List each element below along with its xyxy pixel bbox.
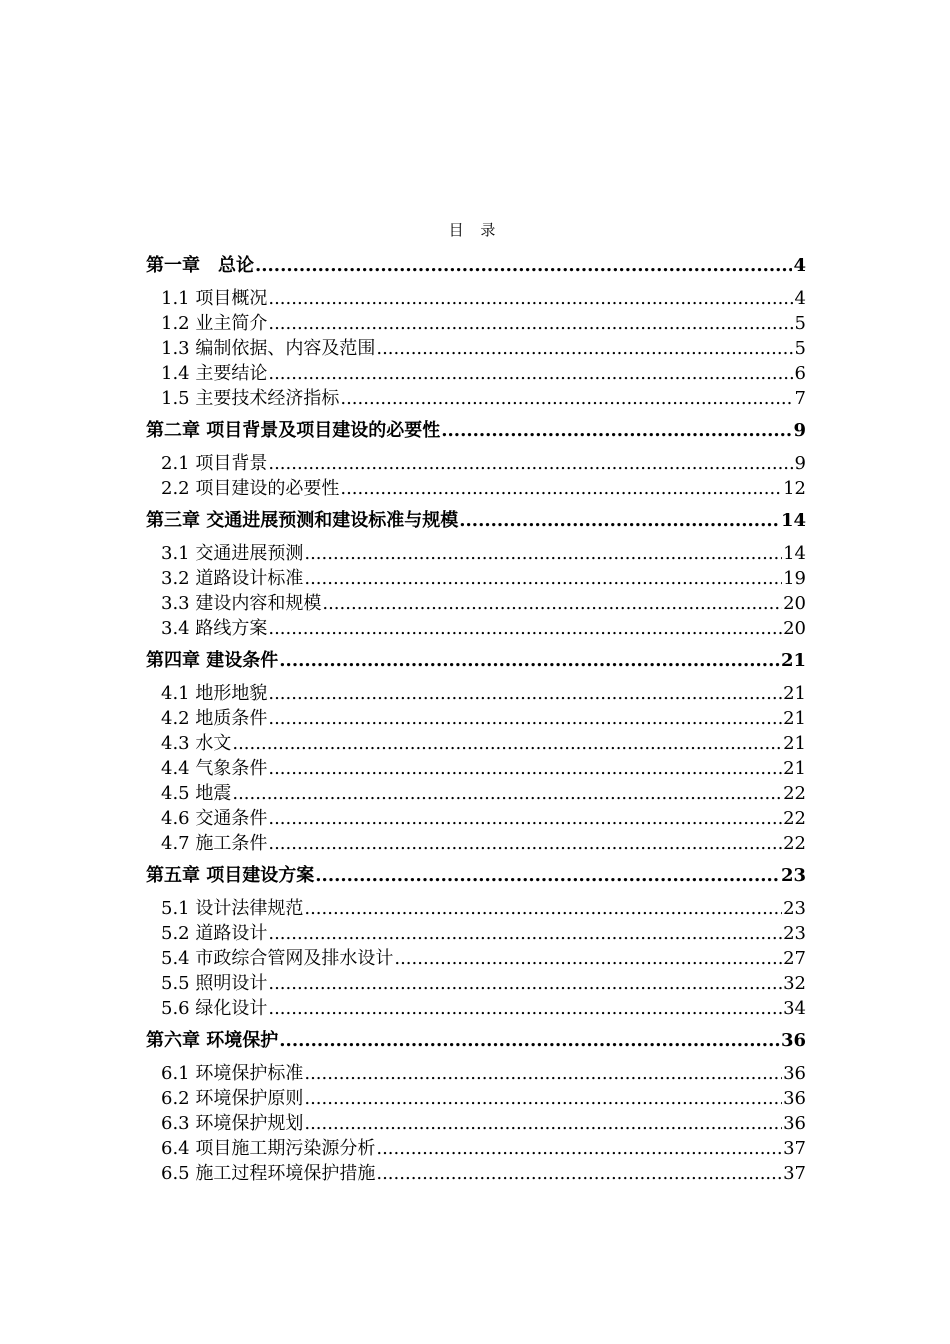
toc-entry-page: 37 (783, 1163, 806, 1184)
toc-section-entry[interactable] (146, 1136, 806, 1161)
toc-section-entry[interactable] (146, 946, 806, 971)
toc-entry-page: 4 (794, 288, 806, 309)
toc-leader-dots (268, 971, 782, 996)
toc-leader-dots (394, 946, 782, 971)
toc-leader-dots (304, 566, 782, 591)
toc-leader-dots (268, 921, 782, 946)
toc-section-entry[interactable] (146, 591, 806, 616)
toc-entry-page: 9 (794, 453, 806, 474)
toc-entry-label: 3.3 建设内容和规模 (161, 593, 322, 614)
toc-section-entry[interactable] (146, 566, 806, 591)
toc-entry-page: 5 (794, 338, 806, 359)
toc-entry-page: 27 (783, 948, 806, 969)
toc-entry-page: 9 (793, 420, 806, 441)
toc-leader-dots (268, 286, 793, 311)
toc-leader-dots (304, 896, 782, 921)
toc-leader-dots (304, 1061, 782, 1086)
toc-section-entry[interactable] (146, 1086, 806, 1111)
toc-leader-dots (268, 681, 782, 706)
toc-section-entry[interactable] (146, 1161, 806, 1186)
toc-section-entry[interactable] (146, 706, 806, 731)
toc-entry-page: 6 (794, 363, 806, 384)
toc-leader-dots (268, 361, 793, 386)
toc-leader-dots (340, 476, 782, 501)
toc-entry-label: 1.5 主要技术经济指标 (161, 388, 340, 409)
toc-entry-label: 第一章 总论 (146, 255, 254, 276)
toc-entry-label: 1.1 项目概况 (161, 288, 268, 309)
toc-section-entry[interactable] (146, 806, 806, 831)
toc-entry-page: 36 (783, 1063, 806, 1084)
toc-section-entry[interactable] (146, 336, 806, 361)
toc-section-entry[interactable] (146, 971, 806, 996)
toc-entry-label: 4.2 地质条件 (161, 708, 268, 729)
toc-entry-page: 21 (783, 708, 806, 729)
toc-entry-label: 4.7 施工条件 (161, 833, 268, 854)
toc-section-entry[interactable] (146, 1061, 806, 1086)
toc-leader-dots (340, 386, 793, 411)
toc-entry-label: 第二章 项目背景及项目建设的必要性 (146, 420, 441, 441)
toc-entry-page: 19 (783, 568, 806, 589)
toc-leader-dots (376, 336, 793, 361)
toc-entry-page: 23 (780, 865, 806, 886)
toc-section-entry[interactable] (146, 996, 806, 1021)
toc-entry-page: 36 (783, 1088, 806, 1109)
toc-leader-dots (268, 706, 782, 731)
toc-entry-page: 14 (783, 543, 806, 564)
toc-entry-page: 20 (783, 593, 806, 614)
toc-section-entry[interactable] (146, 681, 806, 706)
toc-entry-label: 6.5 施工过程环境保护措施 (161, 1163, 376, 1184)
toc-entry-label: 6.2 环境保护原则 (161, 1088, 304, 1109)
toc-entry-label: 1.3 编制依据、内容及范围 (161, 338, 376, 359)
toc-chapter-entry[interactable] (146, 417, 806, 445)
toc-section-entry[interactable] (146, 361, 806, 386)
toc-entry-page: 21 (783, 758, 806, 779)
table-of-contents (146, 252, 806, 1186)
toc-entry-page: 23 (783, 898, 806, 919)
toc-entry-label: 3.1 交通进展预测 (161, 543, 304, 564)
toc-entry-page: 4 (793, 255, 806, 276)
toc-entry-page: 5 (794, 313, 806, 334)
toc-entry-page: 14 (780, 510, 806, 531)
toc-entry-label: 2.2 项目建设的必要性 (161, 478, 340, 499)
toc-section-entry[interactable] (146, 781, 806, 806)
toc-title: 目 录 (448, 221, 502, 239)
toc-entry-label: 4.1 地形地貌 (161, 683, 268, 704)
toc-leader-dots (279, 1027, 780, 1055)
toc-section-entry[interactable] (146, 831, 806, 856)
toc-entry-label: 6.3 环境保护规划 (161, 1113, 304, 1134)
toc-chapter-entry[interactable] (146, 1027, 806, 1055)
toc-entry-label: 5.6 绿化设计 (161, 998, 268, 1019)
toc-leader-dots (441, 417, 792, 445)
toc-entry-page: 21 (783, 683, 806, 704)
toc-entry-label: 3.2 道路设计标准 (161, 568, 304, 589)
toc-entry-page: 36 (780, 1030, 806, 1051)
toc-entry-label: 6.1 环境保护标准 (161, 1063, 304, 1084)
toc-entry-page: 21 (780, 650, 806, 671)
toc-leader-dots (268, 831, 782, 856)
toc-entry-label: 第六章 环境保护 (146, 1030, 279, 1051)
toc-entry-label: 5.5 照明设计 (161, 973, 268, 994)
toc-entry-label: 第四章 建设条件 (146, 650, 279, 671)
toc-leader-dots (268, 451, 793, 476)
toc-section-entry[interactable] (146, 1111, 806, 1136)
toc-leader-dots (304, 1111, 782, 1136)
toc-entry-page: 7 (794, 388, 806, 409)
toc-leader-dots (268, 806, 782, 831)
toc-leader-dots (232, 781, 782, 806)
toc-entry-label: 1.4 主要结论 (161, 363, 268, 384)
toc-leader-dots (268, 996, 782, 1021)
toc-entry-label: 4.6 交通条件 (161, 808, 268, 829)
toc-entry-page: 34 (783, 998, 806, 1019)
toc-section-entry[interactable] (146, 386, 806, 411)
toc-section-entry[interactable] (146, 451, 806, 476)
toc-leader-dots (255, 252, 792, 280)
toc-entry-label: 4.4 气象条件 (161, 758, 268, 779)
toc-entry-page: 36 (783, 1113, 806, 1134)
toc-section-entry[interactable] (146, 476, 806, 501)
toc-entry-page: 22 (783, 783, 806, 804)
toc-section-entry[interactable] (146, 616, 806, 641)
toc-leader-dots (376, 1136, 782, 1161)
toc-entry-label: 5.1 设计法律规范 (161, 898, 304, 919)
toc-entry-label: 5.4 市政综合管网及排水设计 (161, 948, 394, 969)
toc-section-entry[interactable] (146, 896, 806, 921)
toc-chapter-entry[interactable] (146, 647, 806, 675)
toc-section-entry[interactable] (146, 756, 806, 781)
toc-section-entry[interactable] (146, 731, 806, 756)
toc-leader-dots (268, 616, 782, 641)
toc-chapter-entry[interactable] (146, 252, 806, 280)
toc-leader-dots (232, 731, 782, 756)
toc-entry-page: 21 (783, 733, 806, 754)
toc-entry-label: 第三章 交通进展预测和建设标准与规模 (146, 510, 459, 531)
toc-entry-page: 22 (783, 808, 806, 829)
toc-leader-dots (304, 1086, 782, 1111)
toc-entry-page: 22 (783, 833, 806, 854)
toc-entry-label: 1.2 业主简介 (161, 313, 268, 334)
toc-leader-dots (304, 541, 782, 566)
toc-entry-page: 37 (783, 1138, 806, 1159)
toc-leader-dots (315, 862, 780, 890)
toc-entry-page: 23 (783, 923, 806, 944)
toc-entry-page: 32 (783, 973, 806, 994)
toc-section-entry[interactable] (146, 541, 806, 566)
toc-entry-label: 2.1 项目背景 (161, 453, 268, 474)
toc-entry-label: 5.2 道路设计 (161, 923, 268, 944)
toc-leader-dots (376, 1161, 782, 1186)
toc-section-entry[interactable] (146, 921, 806, 946)
toc-leader-dots (268, 311, 793, 336)
toc-section-entry[interactable] (146, 311, 806, 336)
toc-leader-dots (459, 507, 780, 535)
toc-leader-dots (268, 756, 782, 781)
toc-section-entry[interactable] (146, 286, 806, 311)
toc-entry-page: 12 (783, 478, 806, 499)
toc-entry-page: 20 (783, 618, 806, 639)
toc-entry-label: 4.3 水文 (161, 733, 232, 754)
toc-entry-label: 3.4 路线方案 (161, 618, 268, 639)
toc-leader-dots (279, 647, 780, 675)
toc-chapter-entry[interactable] (146, 507, 806, 535)
toc-entry-label: 第五章 项目建设方案 (146, 865, 315, 886)
toc-chapter-entry[interactable] (146, 862, 806, 890)
toc-leader-dots (322, 591, 782, 616)
toc-entry-label: 6.4 项目施工期污染源分析 (161, 1138, 376, 1159)
toc-entry-label: 4.5 地震 (161, 783, 232, 804)
